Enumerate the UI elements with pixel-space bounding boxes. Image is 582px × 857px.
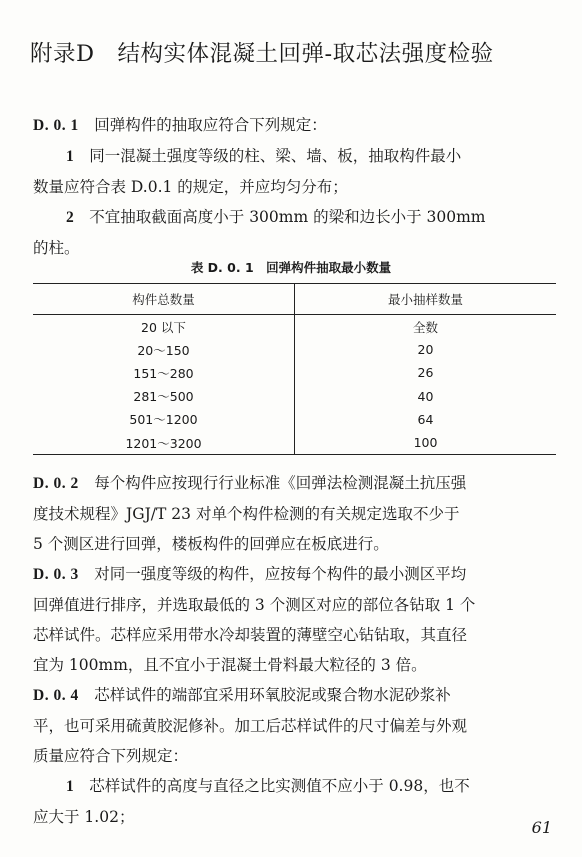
item-text: 芯样试件的高度与直径之比实测值不应小于 0.98，也不 <box>89 777 470 795</box>
clause-label: D. 0. 2 <box>33 475 79 492</box>
table-caption: 表 D. 0. 1 回弹构件抽取最小数量 <box>190 260 392 275</box>
clause-text: 每个构件应按现行行业标准《回弹法检测混凝土抗压强 <box>94 474 467 492</box>
appendix-title: 附录D 结构实体混凝土回弹-取芯法强度检验 <box>30 41 494 67</box>
table-cell: 20 以下 <box>33 315 295 339</box>
item-number: 2 <box>66 209 74 226</box>
page-number: 61 <box>531 818 552 837</box>
table-cell: 151～280 <box>33 361 295 384</box>
clause-d04-line1 <box>33 680 563 711</box>
clause-d02-line2: 度技术规程》JGJ/T 23 对单个构件检测的有关规定选取不少于 <box>33 505 460 523</box>
table-cell: 281～500 <box>33 385 295 408</box>
item-text: 同一混凝土强度等级的柱、梁、墙、板，抽取构件最小 <box>89 147 462 165</box>
table-row <box>33 338 556 361</box>
table-cell: 501～1200 <box>33 408 295 431</box>
clause-d01-heading <box>33 110 563 141</box>
clause-label: D. 0. 4 <box>33 687 79 704</box>
sampling-table <box>33 283 556 455</box>
table-cell: 1201～3200 <box>33 431 295 455</box>
clause-d04-line3: 质量应符合下列规定： <box>33 747 189 765</box>
table-row <box>33 431 556 455</box>
table-row <box>33 315 556 339</box>
table-cell: 26 <box>417 365 434 381</box>
clause-d01-item1-line1 <box>33 141 563 172</box>
item-text: 不宜抽取截面高度小于 300mm 的梁和边长小于 300mm <box>89 208 486 226</box>
table-cell: 20 <box>417 342 434 358</box>
clause-d01-item2-line2: 的柱。 <box>33 239 80 257</box>
clauses-d02-d04 <box>33 468 563 832</box>
table-header-row <box>33 284 556 315</box>
item-number: 1 <box>66 148 74 165</box>
clause-label: D. 0. 3 <box>33 566 79 583</box>
table-cell: 64 <box>417 411 434 427</box>
clause-d03-line2: 回弹值进行排序，并选取最低的 3 个测区对应的部位各钻取 1 个 <box>33 596 476 614</box>
table-header-cell: 最小抽样数量 <box>295 284 557 315</box>
table-cell: 20～150 <box>33 338 295 361</box>
table-row <box>33 361 556 384</box>
clause-d01-item1-line2: 数量应符合表 D.0.1 的规定，并应均匀分布； <box>33 178 348 196</box>
clause-d03-line1 <box>33 559 563 590</box>
clause-d02-line3: 5 个测区进行回弹，楼板构件的回弹应在板底进行。 <box>33 535 389 553</box>
clause-d01-item2-line1 <box>33 202 563 233</box>
clause-label: D. 0. 1 <box>33 117 79 134</box>
clause-d02-line1 <box>33 468 563 499</box>
clause-d04-item1-line1 <box>33 771 563 802</box>
clause-d03-line4: 宜为 100mm，且不宜小于混凝土骨料最大粒径的 3 倍。 <box>33 656 427 674</box>
clause-text: 对同一强度等级的构件，应按每个构件的最小测区平均 <box>94 565 467 583</box>
table-row <box>33 408 556 431</box>
clause-d03-line3: 芯样试件。芯样应采用带水冷却装置的薄壁空心钻钻取，其直径 <box>33 626 468 644</box>
table-header-cell: 构件总数量 <box>33 284 295 315</box>
clause-d04-item1-line2: 应大于 1.02； <box>33 808 135 826</box>
clause-text: 回弹构件的抽取应符合下列规定： <box>94 116 327 134</box>
table-cell: 40 <box>417 388 434 404</box>
table-cell: 全数 <box>412 319 438 335</box>
clause-d04-line2: 平，也可采用硫黄胶泥修补。加工后芯样试件的尺寸偏差与外观 <box>33 717 468 735</box>
table-row <box>33 385 556 408</box>
item-number: 1 <box>66 778 74 795</box>
table-cell: 100 <box>295 431 557 455</box>
clause-d01 <box>33 110 563 263</box>
clause-text: 芯样试件的端部宜采用环氧胶泥或聚合物水泥砂浆补 <box>94 686 451 704</box>
